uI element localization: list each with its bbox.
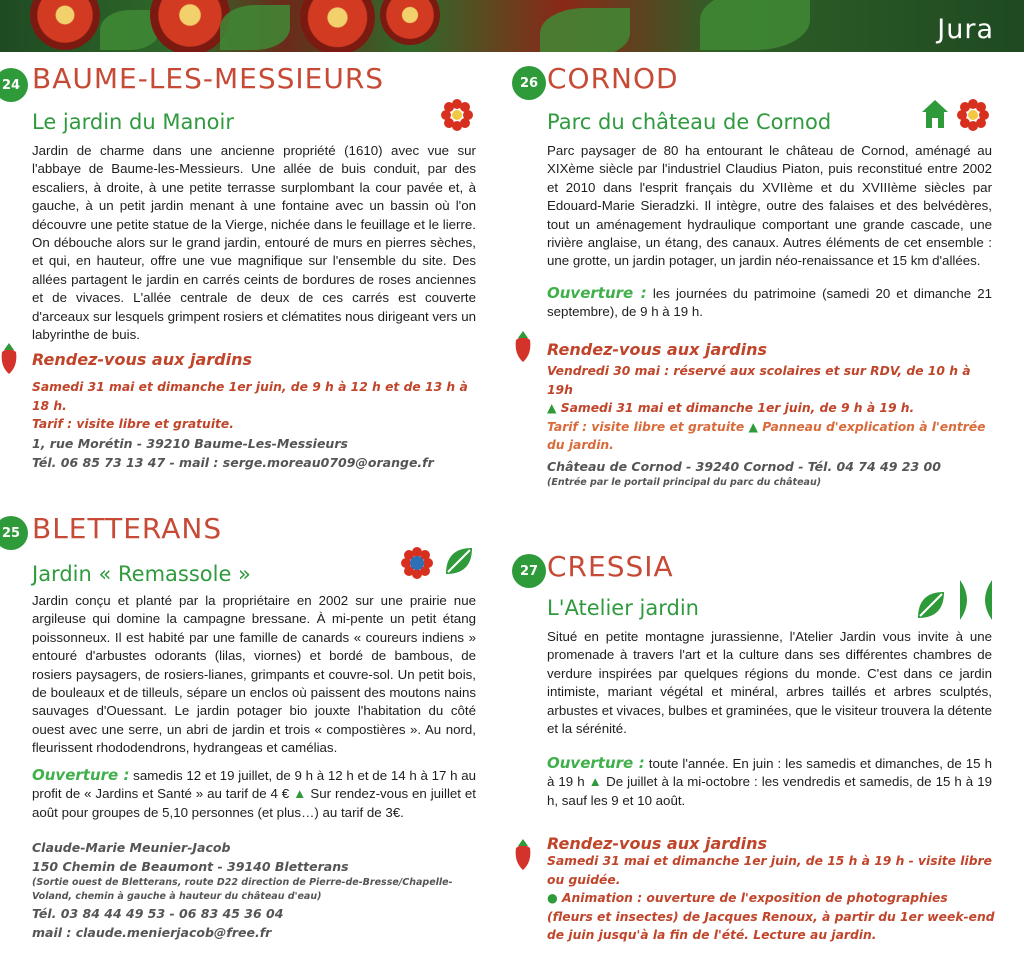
- strawberry-icon: [514, 328, 532, 362]
- triangle-bullet-icon: ▲: [588, 774, 603, 790]
- rdv-line-2: ▲ Samedi 31 mai et dimanche 1er juin, de 9 h à 19 h.: [547, 401, 915, 415]
- leaf-decoration-icon: [540, 8, 630, 52]
- phone: Tél. 03 84 44 49 53 - 06 83 45 36 04: [32, 906, 284, 921]
- flower-decoration-icon: [150, 0, 230, 52]
- entry-number-badge: 25: [0, 516, 28, 550]
- garden-name: Jardin « Remassole »: [32, 562, 251, 586]
- contact-block: [547, 457, 997, 490]
- garden-name: Le jardin du Manoir: [32, 110, 234, 134]
- rdv-price: Tarif : visite libre et gratuite.: [32, 417, 234, 431]
- town-name: CRESSIA: [547, 550, 674, 583]
- animation-label: Animation :: [562, 891, 643, 905]
- contact-block: [32, 838, 482, 942]
- contemporary-garden-icon: [958, 576, 994, 624]
- garden-name: L'Atelier jardin: [547, 596, 699, 620]
- opening-label: Ouverture :: [547, 284, 647, 302]
- triangle-bullet-icon: ▲: [748, 419, 758, 434]
- strawberry-icon: [0, 340, 18, 374]
- bullet-icon: ●: [547, 891, 558, 905]
- rdv-line: Samedi 31 mai et dimanche 1er juin, de 15 h à 19 h - visite libre ou guidée.: [547, 854, 992, 887]
- address: 150 Chemin de Beaumont - 39140 Bletterans: [32, 859, 349, 874]
- opening-text: toute l'année. En juin : les samedis et dimanches, de 15 h à 19 h: [547, 756, 992, 790]
- rdv-dates: [547, 852, 995, 945]
- leaf-decoration-icon: [700, 0, 810, 50]
- animation-text: ouverture de l'exposition de photographies (fleurs et insectes) de Jacques Renoux, à partir du 1er week-end de juin jusqu'à la fin de l'été. Lecture au jardin.: [547, 891, 995, 942]
- flower-decoration-icon: [380, 0, 440, 45]
- opening-text-2: Sur rendez-vous en juillet et août pour groupes de 5,10 personnes (et plus…) au tarif de 3€.: [32, 786, 476, 820]
- rdv-line: Samedi 31 mai et dimanche 1er juin, de 9 h à 12 h et de 13 h à 18 h.: [32, 380, 468, 413]
- leaf-icon: [914, 588, 948, 622]
- entry-number-badge: 24: [0, 68, 28, 102]
- address: 1, rue Morétin - 39210 Baume-Les-Messieurs: [32, 436, 348, 451]
- flower-decoration-icon: [300, 0, 375, 52]
- animation-info: [547, 889, 995, 945]
- monument-house-icon: [920, 98, 950, 132]
- garden-description: Jardin de charme dans une ancienne propriété (1610) avec vue sur l'abbaye de Baume-les-Messieurs. Une allée de buis conduit, par des escaliers, à droite, à une petite terrasse surplombant la cour pavée et, à gauche, à un petit jardin menant à une fontaine avec un bassin où l'on découvre une petite statue de la Vierge, nichée dans le feuillage et le lierre. On débouche alors sur le grand jardin, entouré de murs en pierres sèches, et qui, en hauteur, offre une vue magnifique sur l'ensemble du site. Des allées partagent le jardin en carrés ceints de bordures de roses anciennes et de vivaces. L'allée centrale de deux de ces carrés est couverte d'arceaux sur lesquels grimpent rosiers et clématites nous dirigeant vers un labyrinthe de buis.: [32, 143, 476, 343]
- flower-decoration-icon: [30, 0, 100, 50]
- directions: (Sortie ouest de Bletterans, route D22 direction de Pierre-de-Bresse/Chapelle-Voland, chemin à gauche à hauteur du château d'eau): [32, 877, 453, 902]
- entrance-note: (Entrée par le portail principal du parc du château): [547, 477, 822, 488]
- entry-number-badge: 27: [512, 554, 546, 588]
- rdv-title: Rendez-vous aux jardins: [32, 350, 253, 369]
- address: Château de Cornod - 39240 Cornod - Tél. 04 74 49 23 00: [547, 459, 941, 474]
- contact-name: Claude-Marie Meunier-Jacob: [32, 840, 231, 855]
- opening-label: Ouverture :: [547, 754, 645, 772]
- opening-info: [547, 754, 992, 810]
- rdv-price: Tarif : visite libre et gratuite ▲ Panneau d'explication à l'entrée du jardin.: [547, 419, 986, 452]
- triangle-bullet-icon: ▲: [293, 786, 307, 802]
- rdv-dates: [32, 378, 482, 434]
- opening-text: les journées du patrimoine (samedi 20 et dimanche 21 septembre), de 9 h à 19 h.: [547, 286, 992, 320]
- opening-text: samedis 12 et 19 juillet, de 9 h à 12 h et de 14 h à 17 h au profit de « Jardins et Santé » au tarif de 4 €: [32, 768, 476, 802]
- contact-block: [32, 434, 482, 472]
- rdv-title: Rendez-vous aux jardins: [547, 834, 768, 853]
- garden-description: Parc paysager de 80 ha entourant le château de Cornod, aménagé au XIXème siècle par l'industriel Claudius Piaton, puis reconstitué entre 2002 et 2010 dans l'esprit français du XVIIème et du XVIIIème siècles par Edouard-Marie Sieradzki. Il intègre, outre des falaises et des belvédères, tout un aménagement hydraulique comportant une grande cascade, une rivière anglaise, un étang, des canaux. Autres éléments de cet ensemble : une grotte, un jardin potager, un jardin néo-renaissance et 15 km d'allées.: [547, 143, 992, 269]
- opening-info: [547, 284, 992, 322]
- rdv-line: Vendredi 30 mai : réservé aux scolaires et sur RDV, de 10 h à 19h: [547, 364, 971, 397]
- garden-description: Jardin conçu et planté par la propriétaire en 2002 sur une prairie nue argileuse qui domine la campagne bressane. À mi-pente un petit étang poissonneux. Il est habité par une famille de canards « coureurs indiens » entouré d'arbustes odorants (lilas, viornes) et bordé de bambous, de rosiers paysagers, de rosiers-lianes, grimpants et couvre-sol. Un petit bois, de bouleaux et de tilleuls, sépare un enclos où paissent des moutons nains sauvages d'Ouessant. Le jardin potager bio jouxte l'habitation du côté ouest avec une serre, un abri de jardin et trois « compostières ». Au nord, fleurissent rhododendrons, hydrangeas et camélias.: [32, 593, 476, 756]
- town-name: BLETTERANS: [32, 512, 223, 545]
- flower-label-icon: [440, 98, 474, 132]
- leaf-icon: [442, 544, 476, 578]
- contact-line[interactable]: Tél. 06 85 73 13 47 - mail : serge.moreau0709@orange.fr: [32, 455, 434, 470]
- email[interactable]: mail : claude.menierjacob@free.fr: [32, 925, 272, 940]
- leaf-decoration-icon: [220, 5, 290, 50]
- town-name: BAUME-LES-MESSIEURS: [32, 62, 385, 95]
- opening-label: Ouverture :: [32, 766, 130, 784]
- opening-info: [32, 766, 476, 822]
- entry-number-badge: 26: [512, 66, 546, 100]
- rdv-dates: [547, 362, 995, 455]
- rdv-title: Rendez-vous aux jardins: [547, 340, 768, 359]
- triangle-bullet-icon: ▲: [547, 401, 557, 415]
- garden-name: Parc du château de Cornod: [547, 110, 832, 134]
- garden-description: Situé en petite montagne jurassienne, l'Atelier Jardin vous invite à une promenade à travers l'art et la culture dans ses différentes chambres de verdure inspirées par quelques régions du monde. C'est dans ce jardin intimiste, mariant végétal et minéral, arbres taillés et arbres sculptés, arbustes et vivaces, bulbes et graminées, que le visiteur trouvera la détente et la sérénité.: [547, 629, 992, 737]
- strawberry-icon: [514, 836, 532, 870]
- town-name: CORNOD: [547, 62, 679, 95]
- top-banner: [0, 0, 1024, 52]
- opening-text-2: De juillet à la mi-octobre : les vendredis et samedis, de 15 h à 19 h, sauf les 9 et 10 août.: [547, 774, 992, 808]
- region-title: Jura: [937, 14, 994, 45]
- flower-label-icon: [956, 98, 990, 132]
- accessibility-flower-icon: [400, 546, 434, 580]
